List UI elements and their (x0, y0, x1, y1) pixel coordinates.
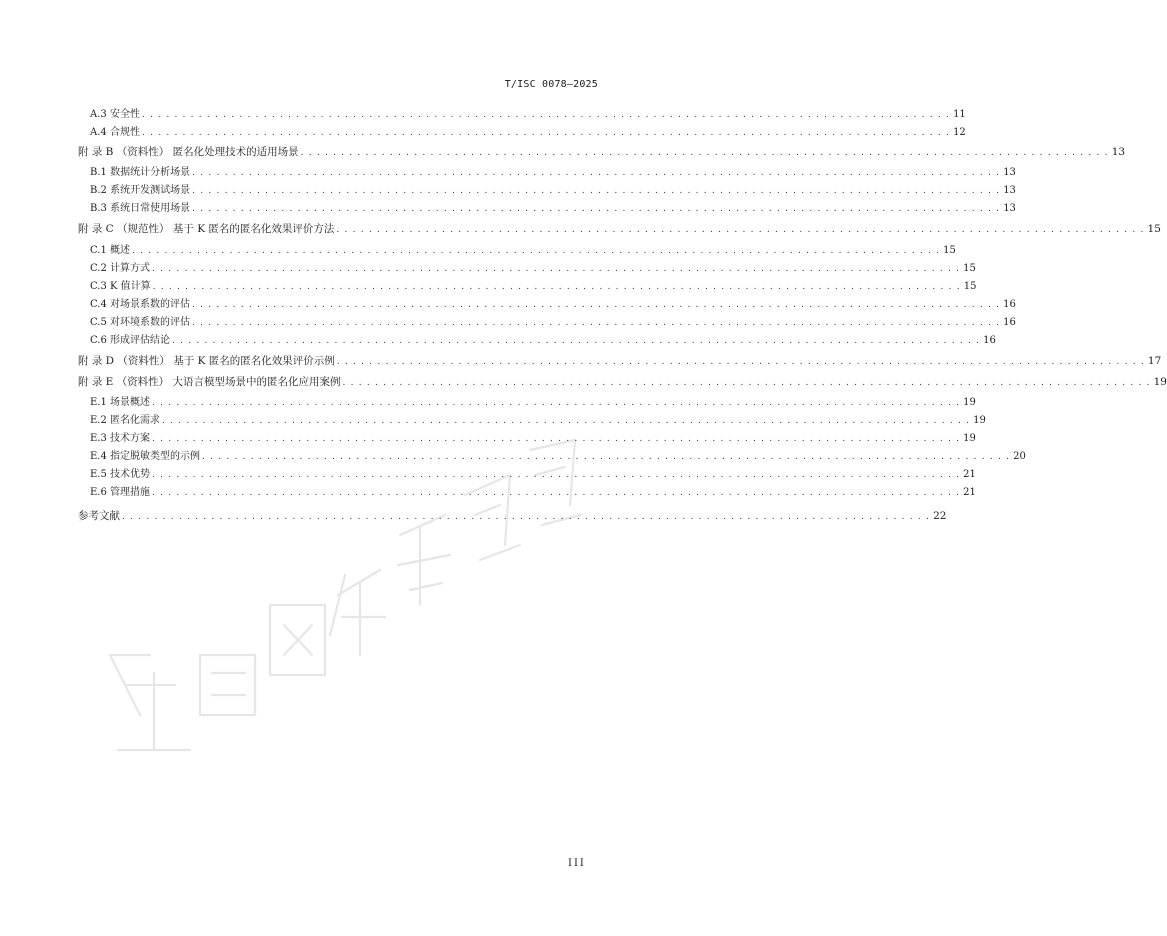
toc-entry-label: 参考文献 (78, 510, 120, 522)
toc-leader-dots: . . . . . . . . . . . . . . . . . . . . . . . . . . . . . . . . . . . . . . . . . . . . . . . . . . . . . . . . . . . . . . . . . . . . . . . . . . . . . . . . . . . . . . . . . . . . . . . . . . . . (141, 128, 951, 138)
toc-entry-page: 16 (1003, 317, 1016, 328)
toc-entry-label: B.1 数据统计分析场景 (90, 167, 191, 178)
toc-entry-label: 附 录 C （规范性） 基于 K 匿名的匿名化效果评价方法 (78, 223, 335, 235)
toc-entry[interactable] (78, 166, 1016, 180)
toc-leader-dots: . . . . . . . . . . . . . . . . . . . . . . . . . . . . . . . . . . . . . . . . . . . . . . . . . . . . . . . . . . . . . . . . . . . . . . . . . . . . . . . . . . . . . . . . . . . . . . . . . . . . (152, 434, 961, 444)
toc-entry[interactable] (78, 222, 1161, 237)
toc-leader-dots: . . . . . . . . . . . . . . . . . . . . . . . . . . . . . . . . . . . . . . . . . . . . . . . . . . . . . . . . . . . . . . . . . . . . . . . . . . . . . . . . . . . . . . . . . . . . . . . . . . . . (192, 300, 1001, 310)
toc-entry-page: 16 (983, 335, 996, 346)
toc-entry-page: 13 (1003, 185, 1016, 196)
document-code: T/ISC 0078—2025 (504, 79, 598, 90)
toc-entry-page: 13 (1111, 146, 1126, 158)
toc-entry[interactable] (78, 450, 1026, 464)
toc-entry-label: C.5 对环境系数的评估 (90, 317, 191, 328)
page-number: III (568, 858, 586, 869)
toc-entry-label: E.4 指定脱敏类型的示例 (90, 451, 201, 462)
toc-entry-page: 15 (963, 281, 977, 292)
toc-leader-dots: . . . . . . . . . . . . . . . . . . . . . . . . . . . . . . . . . . . . . . . . . . . . . . . . . . . . . . . . . . . . . . . . . . . . . . . . . . . . . . . . . . . . . . . . . . . . . . . . . . . . (192, 186, 1001, 196)
toc-entry-page: 12 (953, 127, 966, 138)
toc-entry[interactable] (78, 375, 1167, 390)
toc-entry-page: 15 (963, 263, 976, 274)
toc-entry[interactable] (78, 280, 977, 294)
toc-leader-dots: . . . . . . . . . . . . . . . . . . . . . . . . . . . . . . . . . . . . . . . . . . . . . . . . . . . . . . . . . . . . . . . . . . . . . . . . . . . . . . . . . . . . . . . . . . . . . . . . . . . . (336, 225, 1145, 235)
toc-entry[interactable] (78, 126, 966, 140)
toc-leader-dots: . . . . . . . . . . . . . . . . . . . . . . . . . . . . . . . . . . . . . . . . . . . . . . . . . . . . . . . . . . . . . . . . . . . . . . . . . . . . . . . . . . . . . . . . . . . . . . . . . . . . (300, 148, 1109, 158)
toc-entry-page: 15 (943, 245, 956, 256)
toc-entry-label: 附 录 E （资料性） 大语言模型场景中的匿名化应用案例 (78, 376, 341, 388)
toc-entry-page: 16 (1003, 299, 1016, 310)
toc-entry[interactable] (78, 486, 976, 500)
toc-entry[interactable] (78, 145, 1126, 160)
toc-entry-label: C.2 计算方式 (90, 263, 151, 274)
toc-entry[interactable] (78, 396, 976, 410)
toc-leader-dots: . . . . . . . . . . . . . . . . . . . . . . . . . . . . . . . . . . . . . . . . . . . . . . . . . . . . . . . . . . . . . . . . . . . . . . . . . . . . . . . . . . . . . . . . . . . . . . . . . . . . (152, 488, 961, 498)
toc-entry-page: 22 (933, 510, 947, 522)
toc-entry-page: 13 (1003, 203, 1016, 214)
toc-leader-dots: . . . . . . . . . . . . . . . . . . . . . . . . . . . . . . . . . . . . . . . . . . . . . . . . . . . . . . . . . . . . . . . . . . . . . . . . . . . . . . . . . . . . . . . . . . . . . . . . . . . . (132, 246, 941, 256)
toc-leader-dots: . . . . . . . . . . . . . . . . . . . . . . . . . . . . . . . . . . . . . . . . . . . . . . . . . . . . . . . . . . . . . . . . . . . . . . . . . . . . . . . . . . . . . . . . . . . . . . . . . . . . (172, 336, 981, 346)
toc-entry-label: E.5 技术优势 (90, 469, 151, 480)
toc-entry[interactable] (78, 468, 976, 482)
toc-entry-page: 19 (1153, 376, 1167, 388)
toc-entry-page: 21 (963, 487, 976, 498)
toc-leader-dots: . . . . . . . . . . . . . . . . . . . . . . . . . . . . . . . . . . . . . . . . . . . . . . . . . . . . . . . . . . . . . . . . . . . . . . . . . . . . . . . . . . . . . . . . . . . . . . . . . . . . (162, 416, 971, 426)
toc-entry[interactable] (78, 184, 1016, 198)
toc-entry-page: 19 (973, 415, 986, 426)
toc-entry-label: B.2 系统开发测试场景 (90, 185, 191, 196)
toc-entry-label: C.4 对场景系数的评估 (90, 299, 191, 310)
toc-entry-page: 11 (953, 109, 966, 120)
toc-leader-dots: . . . . . . . . . . . . . . . . . . . . . . . . . . . . . . . . . . . . . . . . . . . . . . . . . . . . . . . . . . . . . . . . . . . . . . . . . . . . . . . . . . . . . . . . . . . . . . . . . . . . (122, 512, 931, 522)
toc-entry[interactable] (78, 202, 1016, 216)
toc-entry[interactable] (78, 108, 966, 122)
toc-entry-label: A.4 合规性 (90, 127, 140, 138)
toc-entry-label: E.1 场景概述 (90, 397, 151, 408)
toc-entry[interactable] (78, 298, 1016, 312)
toc-leader-dots: . . . . . . . . . . . . . . . . . . . . . . . . . . . . . . . . . . . . . . . . . . . . . . . . . . . . . . . . . . . . . . . . . . . . . . . . . . . . . . . . . . . . . . . . . . . . . . . . . . . . (192, 318, 1001, 328)
toc-entry-label: C.6 形成评估结论 (90, 335, 171, 346)
toc-entry-page: 15 (1147, 223, 1161, 235)
toc-entry-page: 17 (1147, 355, 1162, 367)
toc-entry-page: 20 (1013, 451, 1026, 462)
toc-leader-dots: . . . . . . . . . . . . . . . . . . . . . . . . . . . . . . . . . . . . . . . . . . . . . . . . . . . . . . . . . . . . . . . . . . . . . . . . . . . . . . . . . . . . . . . . . . . . . . . . . . . . (152, 470, 961, 480)
toc-leader-dots: . . . . . . . . . . . . . . . . . . . . . . . . . . . . . . . . . . . . . . . . . . . . . . . . . . . . . . . . . . . . . . . . . . . . . . . . . . . . . . . . . . . . . . . . . . . . . . . . . . . . (336, 357, 1145, 367)
toc-leader-dots: . . . . . . . . . . . . . . . . . . . . . . . . . . . . . . . . . . . . . . . . . . . . . . . . . . . . . . . . . . . . . . . . . . . . . . . . . . . . . . . . . . . . . . . . . . . . . . . . . . . . (152, 398, 961, 408)
toc-entry[interactable] (78, 334, 996, 348)
toc-entry-label: 附 录 D （资料性） 基于 K 匿名的匿名化效果评价示例 (78, 355, 335, 367)
toc-entry[interactable] (78, 432, 976, 446)
toc-entry-label: 附 录 B （资料性） 匿名化处理技术的适用场景 (78, 146, 299, 158)
toc-leader-dots: . . . . . . . . . . . . . . . . . . . . . . . . . . . . . . . . . . . . . . . . . . . . . . . . . . . . . . . . . . . . . . . . . . . . . . . . . . . . . . . . . . . . . . . . . . . . . . . . . . . . (152, 282, 961, 292)
toc-leader-dots: . . . . . . . . . . . . . . . . . . . . . . . . . . . . . . . . . . . . . . . . . . . . . . . . . . . . . . . . . . . . . . . . . . . . . . . . . . . . . . . . . . . . . . . . . . . . . . . . . . . . (152, 264, 961, 274)
toc-entry-label: A.3 安全性 (90, 109, 140, 120)
toc-entry-label: E.6 管理措施 (90, 487, 151, 498)
toc-entry-page: 13 (1003, 167, 1016, 178)
toc-leader-dots: . . . . . . . . . . . . . . . . . . . . . . . . . . . . . . . . . . . . . . . . . . . . . . . . . . . . . . . . . . . . . . . . . . . . . . . . . . . . . . . . . . . . . . . . . . . . . . . . . . . . (192, 168, 1001, 178)
toc-entry-page: 19 (963, 433, 976, 444)
toc-entry[interactable] (78, 414, 986, 428)
toc-leader-dots: . . . . . . . . . . . . . . . . . . . . . . . . . . . . . . . . . . . . . . . . . . . . . . . . . . . . . . . . . . . . . . . . . . . . . . . . . . . . . . . . . . . . . . . . . . . . . . . . . . . . (141, 110, 951, 120)
toc-leader-dots: . . . . . . . . . . . . . . . . . . . . . . . . . . . . . . . . . . . . . . . . . . . . . . . . . . . . . . . . . . . . . . . . . . . . . . . . . . . . . . . . . . . . . . . . . . . . . . . . . . . . (342, 378, 1151, 388)
toc-entry-label: E.2 匿名化需求 (90, 415, 161, 426)
toc-entry-label: B.3 系统日常使用场景 (90, 203, 191, 214)
toc-entry[interactable] (78, 262, 976, 276)
toc-entry[interactable] (78, 509, 947, 524)
toc-leader-dots: . . . . . . . . . . . . . . . . . . . . . . . . . . . . . . . . . . . . . . . . . . . . . . . . . . . . . . . . . . . . . . . . . . . . . . . . . . . . . . . . . . . . . . . . . . . . . . . . . . . . (192, 204, 1001, 214)
toc-entry-label: E.3 技术方案 (90, 433, 151, 444)
toc-entry[interactable] (78, 244, 956, 258)
toc-entry[interactable] (78, 316, 1016, 330)
toc-entry-label: C.1 概述 (90, 245, 131, 256)
toc-entry[interactable] (78, 354, 1162, 369)
toc-entry-label: C.3 K 值计算 (90, 281, 151, 292)
toc-leader-dots: . . . . . . . . . . . . . . . . . . . . . . . . . . . . . . . . . . . . . . . . . . . . . . . . . . . . . . . . . . . . . . . . . . . . . . . . . . . . . . . . . . . . . . . . . . . . . . . . . . . . (202, 452, 1011, 462)
toc-entry-page: 21 (963, 469, 976, 480)
toc-entry-page: 19 (963, 397, 976, 408)
